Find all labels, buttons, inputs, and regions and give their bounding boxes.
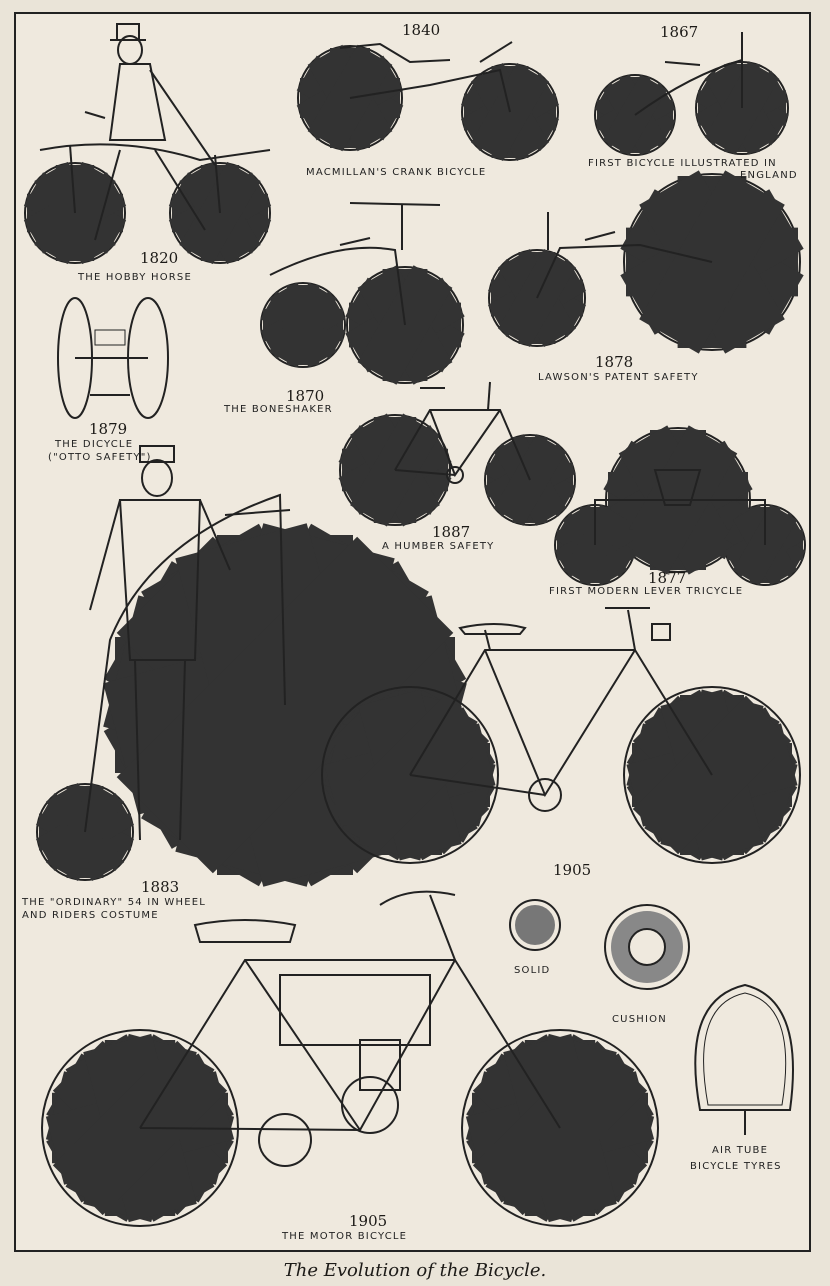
humber-safety-drawing <box>340 382 575 525</box>
tyre-solid-label: SOLID <box>514 965 551 976</box>
ordinary-label-line1: THE "ORDINARY" 54 IN WHEEL <box>22 897 207 908</box>
dicycle-label: THE DICYCLE <box>55 439 134 450</box>
ordinary-label-line2: AND RIDERS COSTUME <box>22 910 159 921</box>
lawson-year: 1878 <box>595 353 634 371</box>
first-england-year: 1867 <box>660 23 699 41</box>
dicycle-year: 1879 <box>89 420 128 438</box>
tyre-air-tube-label: AIR TUBE <box>712 1145 769 1156</box>
motor-year: 1905 <box>349 1212 388 1230</box>
first-england-label-line1: FIRST BICYCLE ILLUSTRATED IN <box>588 158 777 169</box>
dicycle-drawing <box>58 298 168 418</box>
lawson-safety-drawing <box>489 174 800 350</box>
boneshaker-drawing <box>261 203 463 383</box>
humber-year: 1887 <box>432 523 471 541</box>
humber-label: A HUMBER SAFETY <box>382 541 495 552</box>
dicycle-note: ("OTTO SAFETY") <box>48 452 152 463</box>
tricycle-year: 1877 <box>648 569 687 587</box>
tyres-title-label: BICYCLE TYRES <box>690 1161 782 1172</box>
hobby-horse-label: THE HOBBY HORSE <box>78 272 192 283</box>
tricycle-label: FIRST MODERN LEVER TRICYCLE <box>549 586 744 597</box>
tyre-cushion-label: CUSHION <box>612 1014 667 1025</box>
macmillan-crank-drawing <box>298 42 558 160</box>
lawson-label: LAWSON'S PATENT SAFETY <box>538 372 699 383</box>
ordinary-year: 1883 <box>141 878 180 896</box>
boneshaker-year: 1870 <box>286 387 325 405</box>
first-england-drawing <box>595 32 788 155</box>
motor-bicycle-drawing <box>32 892 668 1236</box>
macmillan-year: 1840 <box>402 21 441 39</box>
macmillan-label: MACMILLAN'S CRANK BICYCLE <box>306 167 487 178</box>
motor-label: THE MOTOR BICYCLE <box>282 1231 408 1242</box>
safety-1905-year: 1905 <box>553 861 592 879</box>
hobby-horse-year: 1820 <box>140 249 179 267</box>
hobby-horse-drawing <box>25 24 270 263</box>
lever-tricycle-drawing <box>555 428 805 585</box>
first-england-label-line2: ENGLAND <box>740 170 798 181</box>
boneshaker-label: THE BONESHAKER <box>224 404 333 415</box>
figure-caption: The Evolution of the Bicycle. <box>283 1260 547 1281</box>
